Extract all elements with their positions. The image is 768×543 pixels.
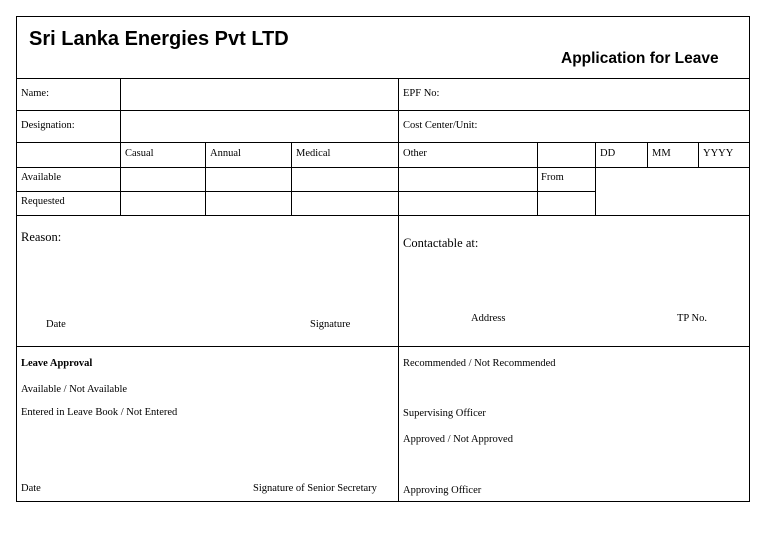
name-label: Name: (21, 88, 49, 99)
divider (17, 191, 595, 192)
divider (17, 142, 749, 143)
divider (595, 142, 596, 215)
approving-officer: Approving Officer (403, 485, 482, 496)
date-dd: DD (600, 148, 616, 159)
divider (120, 78, 121, 215)
divider (398, 78, 399, 502)
divider (647, 142, 648, 167)
recommendation-status: Recommended / Not Recommended (403, 358, 556, 369)
company-name: Sri Lanka Energies Pvt LTD (29, 28, 289, 50)
divider (17, 346, 749, 347)
row-requested: Requested (21, 196, 65, 207)
divider (205, 142, 206, 215)
col-casual: Casual (125, 148, 154, 159)
reason-label: Reason: (21, 230, 62, 244)
divider (17, 78, 749, 79)
approval-status: Approved / Not Approved (403, 434, 513, 445)
cost-center-label: Cost Center/Unit: (403, 120, 478, 131)
divider (698, 142, 699, 167)
divider (537, 142, 538, 215)
leave-approval-title: Leave Approval (21, 358, 93, 369)
from-label: From (541, 172, 564, 183)
reason-signature-label: Signature (310, 319, 351, 330)
address-label: Address (471, 313, 506, 324)
available-status: Available / Not Available (21, 384, 128, 395)
supervising-officer: Supervising Officer (403, 408, 486, 419)
senior-secretary-signature: Signature of Senior Secretary (253, 483, 377, 494)
tp-label: TP No. (677, 313, 707, 324)
leave-application-form (16, 16, 750, 502)
col-medical: Medical (296, 148, 331, 159)
contact-label: Contactable at: (403, 236, 479, 250)
form-title: Application for Leave (561, 50, 719, 67)
approval-date-label: Date (21, 483, 41, 494)
designation-label: Designation: (21, 120, 75, 131)
divider (17, 167, 749, 168)
row-available: Available (21, 172, 62, 183)
divider (17, 215, 749, 216)
reason-date-label: Date (46, 319, 66, 330)
divider (291, 142, 292, 215)
col-annual: Annual (210, 148, 241, 159)
leave-book-status: Entered in Leave Book / Not Entered (21, 407, 178, 418)
epf-label: EPF No: (403, 88, 440, 99)
date-mm: MM (652, 148, 671, 159)
col-other: Other (403, 148, 427, 159)
date-yyyy: YYYY (703, 148, 734, 159)
divider (17, 110, 749, 111)
